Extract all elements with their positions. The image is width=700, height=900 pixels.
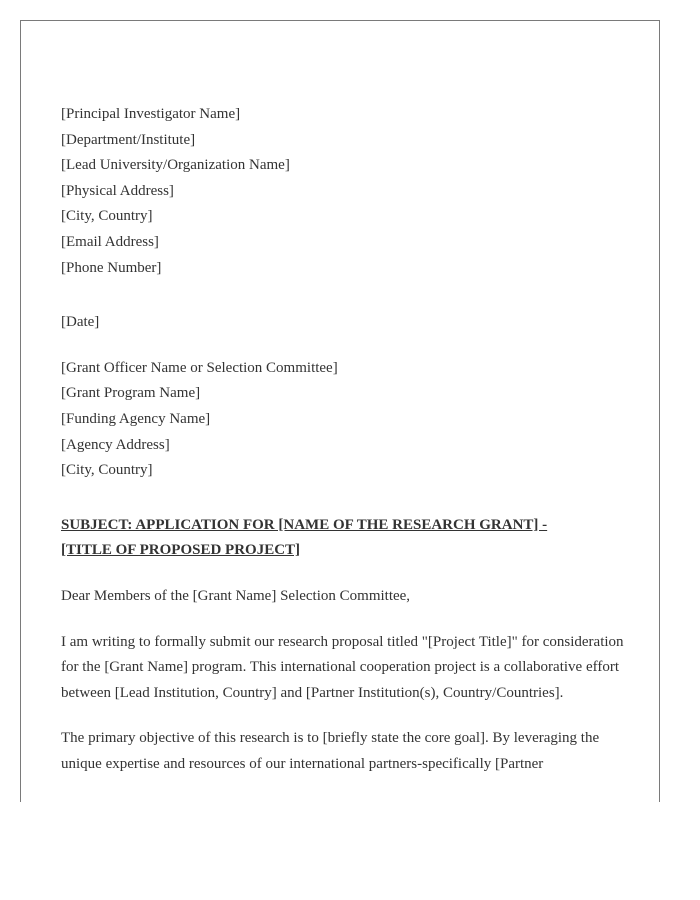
body-paragraph: The primary objective of this research is to [briefly state the core goal]. By leveraging the unique expertise and resources of our international partners-specifically [Partner — [61, 730, 600, 772]
sender-physical-address: [Physical Address] — [61, 182, 174, 199]
sender-organization: [Lead University/Organization Name] — [61, 157, 290, 174]
subject-line — [61, 513, 631, 564]
sender-phone: [Phone Number] — [61, 259, 162, 276]
letter-date: [Date] — [61, 314, 100, 331]
sender-department: [Department/Institute] — [61, 131, 196, 148]
body-paragraph: I am writing to formally submit our research proposal titled "[Project Title]" for consideration for the [Grant Name] program. This international cooperation project is a collaborative effort between [Lead Institution, Country] and [Partner Institution(s), Country/Countries]. — [61, 633, 624, 701]
sender-email: [Email Address] — [61, 233, 159, 250]
sender-city-country: [City, Country] — [61, 208, 153, 225]
recipient-program: [Grant Program Name] — [61, 385, 201, 402]
recipient-agency: [Funding Agency Name] — [61, 410, 211, 427]
sender-address-block — [61, 102, 631, 281]
recipient-address-block — [61, 356, 631, 484]
recipient-name: [Grant Officer Name or Selection Committee] — [61, 359, 338, 376]
letter-content — [61, 102, 631, 777]
salutation: Dear Members of the [Grant Name] Selection Committee, — [61, 587, 411, 604]
letter-page — [20, 20, 660, 802]
recipient-city-country: [City, Country] — [61, 462, 153, 479]
subject-line-1: SUBJECT: APPLICATION FOR [NAME OF THE RESEARCH GRANT] - — [61, 516, 548, 533]
sender-name: [Principal Investigator Name] — [61, 106, 241, 122]
subject-line-2: [TITLE OF PROPOSED PROJECT] — [61, 542, 301, 559]
recipient-address: [Agency Address] — [61, 436, 170, 453]
